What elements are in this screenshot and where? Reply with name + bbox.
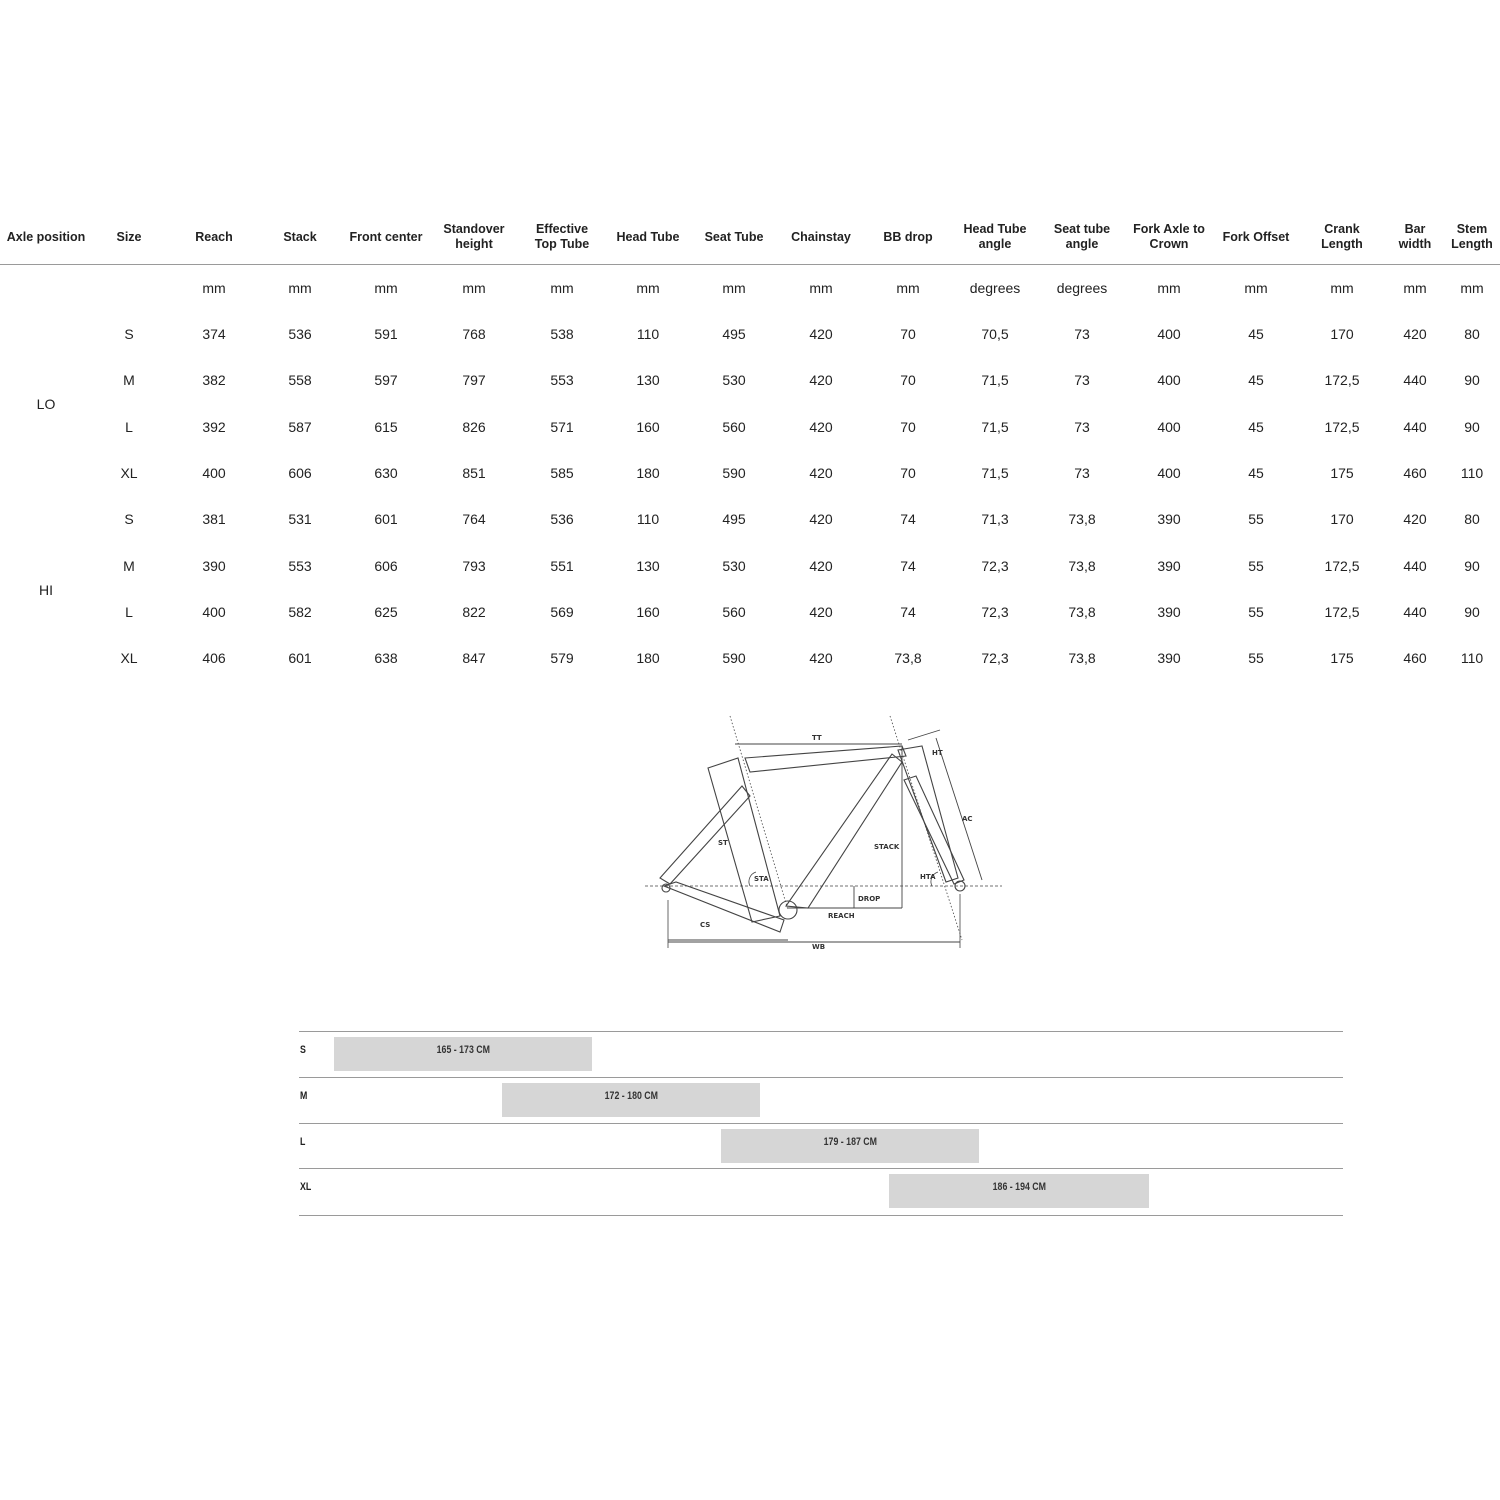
value-cell: 531 [288,511,312,528]
column-header: Stem Length [1451,222,1493,251]
value-cell: 390 [1157,511,1181,528]
height-range-text: 179 - 187 CM [823,1136,877,1148]
value-cell: 73,8 [1068,511,1096,528]
value-cell: 90 [1464,557,1480,574]
value-cell: 172,5 [1324,557,1360,574]
label-sta: STA [754,875,769,883]
value-cell: 400 [1157,326,1181,342]
value-cell: 80 [1464,511,1480,528]
value-cell: 175 [1330,650,1354,667]
column-header: Head Tube angle [963,222,1027,251]
value-cell: 420 [809,372,833,389]
value-cell: 90 [1464,603,1480,620]
size-cell: XL [120,464,138,481]
value-cell: 597 [374,372,398,389]
value-cell: 571 [550,418,574,435]
value-cell: 73,8 [1068,650,1096,667]
unit-cell: mm [809,280,833,296]
value-cell: 73 [1074,418,1090,435]
value-cell: 601 [288,650,312,667]
value-cell: 73,8 [1068,603,1096,620]
unit-cell: degrees [1056,280,1108,296]
value-cell: 530 [722,372,746,389]
unit-cell: mm [636,280,660,296]
column-header: Reach [195,229,233,244]
unit-cell: mm [1244,280,1268,296]
table-header-row [0,210,1500,265]
value-cell: 70 [900,418,916,435]
unit-cell: mm [722,280,746,296]
value-cell: 90 [1464,372,1480,389]
table-row [0,551,1500,581]
value-cell: 530 [722,557,746,574]
value-cell: 71,3 [981,511,1009,528]
table-row [0,504,1500,534]
value-cell: 495 [722,511,746,528]
size-cell: M [123,557,135,574]
value-cell: 73,8 [894,650,922,667]
value-cell: 601 [374,511,398,528]
column-header: Size [116,229,142,244]
head-tube [898,746,958,882]
unit-cell: mm [1330,280,1354,296]
value-cell: 71,5 [981,464,1009,481]
value-cell: 172,5 [1324,372,1360,389]
column-header: Head Tube [616,229,680,244]
size-cell: S [124,511,134,528]
value-cell: 440 [1403,603,1427,620]
value-cell: 381 [202,511,226,528]
column-header: Crank Length [1321,222,1363,251]
size-label: L [300,1136,306,1148]
value-cell: 625 [374,603,398,620]
value-cell: 400 [1157,372,1181,389]
size-label: S [300,1044,306,1056]
value-cell: 392 [202,418,226,435]
axle-position-label: LO [36,396,56,413]
value-cell: 420 [809,650,833,667]
value-cell: 110 [1460,464,1484,481]
value-cell: 420 [1403,326,1427,342]
value-cell: 536 [288,326,312,342]
size-row-l [299,1123,1343,1170]
value-cell: 70 [900,326,916,342]
value-cell: 74 [900,557,916,574]
label-stack: STACK [874,843,900,851]
value-cell: 587 [288,418,312,435]
value-cell: 847 [462,650,486,667]
value-cell: 579 [550,650,574,667]
value-cell: 55 [1248,557,1264,574]
value-cell: 764 [462,511,486,528]
value-cell: 170 [1330,511,1354,528]
height-range-bar [502,1083,760,1117]
value-cell: 45 [1248,464,1264,481]
unit-cell: mm [374,280,398,296]
column-header: Standover height [443,222,505,251]
value-cell: 591 [374,326,398,342]
value-cell: 553 [288,557,312,574]
label-st: ST [718,839,728,847]
height-range-bar [334,1037,592,1071]
axle-position-label: HI [39,581,53,598]
value-cell: 73 [1074,326,1090,342]
column-header: Fork Axle to Crown [1133,222,1205,251]
value-cell: 390 [202,557,226,574]
column-header: Fork Offset [1222,229,1290,244]
value-cell: 74 [900,511,916,528]
value-cell: 71,5 [981,418,1009,435]
value-cell: 45 [1248,326,1264,342]
table-row [0,597,1500,627]
column-header: Seat Tube [704,229,764,244]
label-reach: REACH [828,912,855,920]
column-header: Axle position [6,229,86,244]
size-row-xl [299,1168,1343,1216]
table-row [0,458,1500,488]
height-range-text: 172 - 180 CM [604,1090,658,1102]
frame-geometry-diagram [640,710,1010,960]
column-header: Stack [283,229,317,244]
value-cell: 440 [1403,372,1427,389]
value-cell: 551 [550,557,574,574]
label-wb: WB [812,943,826,951]
size-row-s [299,1031,1343,1078]
value-cell: 390 [1157,603,1181,620]
value-cell: 615 [374,418,398,435]
height-range-text: 165 - 173 CM [436,1044,490,1056]
value-cell: 460 [1403,464,1427,481]
unit-cell: degrees [969,280,1021,296]
rider-height-size-chart [299,1031,1343,1215]
value-cell: 55 [1248,511,1264,528]
unit-cell: mm [1157,280,1181,296]
value-cell: 606 [288,464,312,481]
size-row-m [299,1077,1343,1124]
column-header: BB drop [883,229,933,244]
value-cell: 638 [374,650,398,667]
value-cell: 110 [636,326,660,342]
value-cell: 460 [1403,650,1427,667]
value-cell: 72,3 [981,650,1009,667]
value-cell: 180 [636,464,660,481]
value-cell: 538 [550,326,574,342]
value-cell: 420 [1403,511,1427,528]
height-range-bar [889,1174,1149,1208]
label-ac: AC [962,815,973,823]
value-cell: 851 [462,464,486,481]
value-cell: 420 [809,464,833,481]
label-cs: CS [700,921,711,929]
value-cell: 582 [288,603,312,620]
value-cell: 374 [202,326,226,342]
value-cell: 400 [1157,418,1181,435]
value-cell: 74 [900,603,916,620]
value-cell: 400 [1157,464,1181,481]
value-cell: 390 [1157,557,1181,574]
frame-diagram-svg [640,710,1010,960]
value-cell: 590 [722,650,746,667]
value-cell: 406 [202,650,226,667]
value-cell: 569 [550,603,574,620]
units-row [0,273,1500,303]
label-hta: HTA [920,873,936,881]
value-cell: 536 [550,511,574,528]
value-cell: 80 [1464,326,1480,342]
value-cell: 560 [722,603,746,620]
value-cell: 768 [462,326,486,342]
value-cell: 826 [462,418,486,435]
value-cell: 558 [288,372,312,389]
value-cell: 420 [809,603,833,620]
value-cell: 382 [202,372,226,389]
value-cell: 72,3 [981,603,1009,620]
value-cell: 585 [550,464,574,481]
value-cell: 420 [809,418,833,435]
unit-cell: mm [550,280,574,296]
value-cell: 175 [1330,464,1354,481]
value-cell: 70,5 [981,326,1009,342]
size-cell: XL [120,650,138,667]
value-cell: 130 [636,557,660,574]
value-cell: 55 [1248,650,1264,667]
value-cell: 70 [900,372,916,389]
value-cell: 440 [1403,418,1427,435]
column-header: Bar width [1398,222,1432,251]
value-cell: 72,3 [981,557,1009,574]
value-cell: 172,5 [1324,418,1360,435]
table-row [0,643,1500,673]
value-cell: 70 [900,464,916,481]
value-cell: 172,5 [1324,603,1360,620]
height-range-bar [721,1129,979,1163]
value-cell: 160 [636,418,660,435]
value-cell: 45 [1248,418,1264,435]
unit-cell: mm [1403,280,1427,296]
table-row [0,365,1500,395]
size-cell: S [124,326,134,342]
value-cell: 170 [1330,326,1354,342]
ac-dimension-line [936,738,982,880]
size-cell: L [125,603,133,620]
column-header: Front center [349,229,423,244]
value-cell: 400 [202,603,226,620]
value-cell: 130 [636,372,660,389]
value-cell: 420 [809,557,833,574]
value-cell: 420 [809,511,833,528]
unit-cell: mm [202,280,226,296]
size-cell: L [125,418,133,435]
value-cell: 45 [1248,372,1264,389]
value-cell: 590 [722,464,746,481]
value-cell: 55 [1248,603,1264,620]
unit-cell: mm [462,280,486,296]
value-cell: 630 [374,464,398,481]
value-cell: 797 [462,372,486,389]
label-drop: DROP [858,895,881,903]
size-label: XL [300,1181,312,1193]
height-range-text: 186 - 194 CM [992,1181,1046,1193]
value-cell: 495 [722,326,746,342]
unit-cell: mm [896,280,920,296]
unit-cell: mm [288,280,312,296]
value-cell: 440 [1403,557,1427,574]
column-header: Seat tube angle [1053,222,1111,251]
value-cell: 606 [374,557,398,574]
value-cell: 400 [202,464,226,481]
ht-dimension-line [908,730,940,740]
label-ht: HT [932,749,943,757]
size-label: M [300,1090,308,1102]
unit-cell: mm [1460,280,1484,296]
value-cell: 160 [636,603,660,620]
value-cell: 73 [1074,372,1090,389]
down-tube [786,754,902,908]
table-row [0,412,1500,442]
value-cell: 110 [1460,650,1484,667]
table-row [0,319,1500,349]
value-cell: 71,5 [981,372,1009,389]
value-cell: 73,8 [1068,557,1096,574]
column-header: Chainstay [791,229,851,244]
value-cell: 73 [1074,464,1090,481]
value-cell: 90 [1464,418,1480,435]
value-cell: 553 [550,372,574,389]
value-cell: 390 [1157,650,1181,667]
value-cell: 560 [722,418,746,435]
chain-stay [664,882,784,932]
size-cell: M [123,372,135,389]
label-tt: TT [812,734,822,742]
value-cell: 180 [636,650,660,667]
value-cell: 822 [462,603,486,620]
column-header: Effective Top Tube [534,222,590,251]
value-cell: 793 [462,557,486,574]
value-cell: 420 [809,326,833,342]
value-cell: 110 [636,511,660,528]
